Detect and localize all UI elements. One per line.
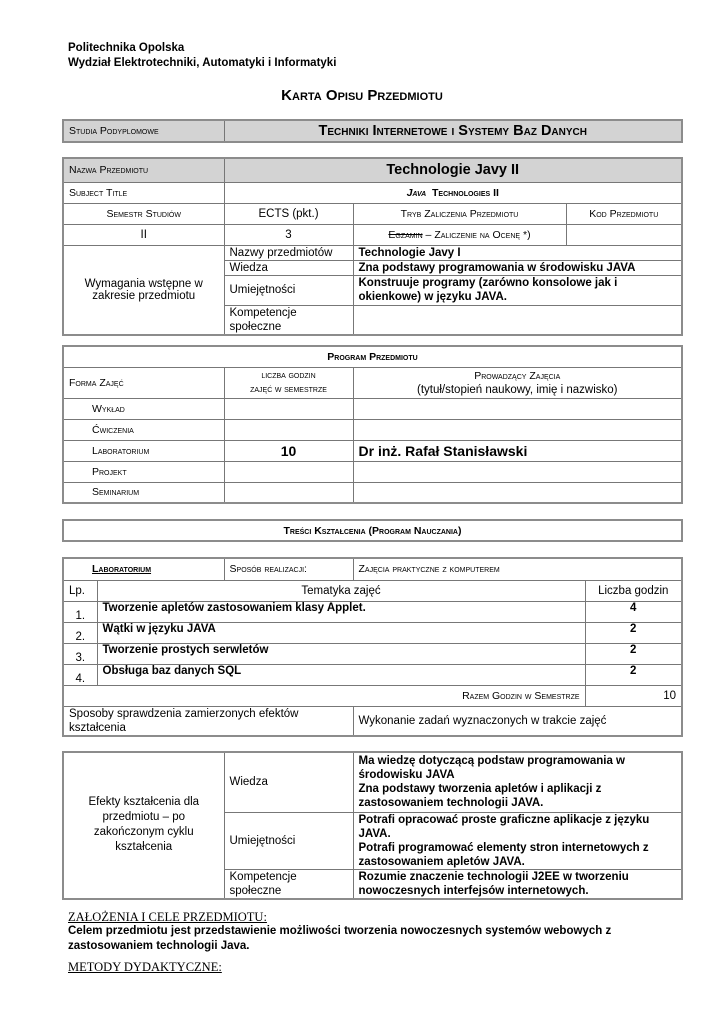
program-hours-project [224,461,353,482]
lab-total-value: 10 [585,685,682,706]
program-teacher-lecture [353,398,682,419]
program-form-project: Projekt [63,461,224,482]
subject-table [62,157,683,336]
req-value-skills: Konstruuje programy (zarówno konsolowe jak i okienkowe) w języku JAVA. [353,275,682,305]
lab-verify-label: Sposoby sprawdzenia zamierzonych efektów kształcenia [63,706,353,736]
outcome-label-knowledge: Wiedza [224,752,353,812]
contents-title: Treści Kształcenia (Program Nauczania) [63,520,682,541]
outcome-value-competences: Rozumie znaczenie technologii J2EE w tworzeniu nowoczesnych interfejsów internetowych. [353,869,682,899]
lab-col-topic: Tematyka zajęć [97,580,585,601]
subject-title-label: Subject Title [63,182,224,203]
program-col-form: Forma Zajęć [63,367,224,398]
lab-row-topic: Obsługa baz danych SQL [97,664,585,685]
lab-row-lp: 2. [63,622,97,643]
goals-heading: ZAŁOŻENIA I CELE PRZEDMIOTU: [68,910,267,924]
lab-row-lp: 4. [63,664,97,685]
program-col-hours: liczba godzin zajęć w semestrze [224,367,353,398]
program-form-seminar: Seminarium [63,482,224,503]
program-hours-lecture [224,398,353,419]
lab-row-topic: Wątki w języku JAVA [97,622,585,643]
program-form-lecture: Wykład [63,398,224,419]
lab-col-hours: Liczba godzin [585,580,682,601]
outcome-value-skills: Potrafi opracować proste graficzne aplikacje z języku JAVA. Potrafi programować elementy stron internetowych z zastosowaniem apletów JAVA. [353,812,682,869]
outcomes-table [62,751,683,900]
faculty-name: Wydział Elektrotechniki, Automatyki i Informatyki [68,57,337,69]
contents-title-table [62,519,683,542]
ects-label: ECTS (pkt.) [224,203,353,224]
req-label-courses: Nazwy przedmiotów [224,245,353,260]
goals-text: Celem przedmiotu jest przedstawienie możliwości tworzenia nowoczesnych systemów webowych z zastosowaniem technologii Java. [68,925,612,952]
semester-value: II [63,224,224,245]
code-label: Kod Przedmiotu [566,203,682,224]
mode-value: Egzamin – Zaliczenie na Ocenę *) [353,224,566,245]
lab-method-value: Zajęcia praktyczne z komputerem [353,558,682,580]
lab-col-lp: Lp. [63,580,97,601]
university-name: Politechnika Opolska [68,42,185,54]
subject-name-value: Technologie Javy II [224,158,682,182]
req-label-knowledge: Wiedza [224,260,353,275]
document-title: Karta Opisu Przedmiotu [281,87,443,104]
lab-row-hours: 2 [585,622,682,643]
lab-row-topic: Tworzenie prostych serwletów [97,643,585,664]
requirements-label: Wymagania wstępne w zakresie przedmiotu [63,245,224,335]
req-label-competences: Kompetencje społeczne [224,305,353,335]
studies-table [62,119,683,143]
program-col-teacher: Prowadzący Zajęcia (tytuł/stopień naukowy, imię i nazwisko) [353,367,682,398]
code-value [566,224,682,245]
program-teacher-exercises [353,419,682,440]
program-hours-seminar [224,482,353,503]
lab-row-lp: 1. [63,601,97,622]
program-form-lab: Laboratorium [63,440,224,461]
lab-verify-value: Wykonanie zadań wyznaczonych w trakcie zajęć [353,706,682,736]
outcome-value-knowledge: Ma wiedzę dotyczącą podstaw programowania w środowisku JAVA Zna podstawy tworzenia apletów i aplikacji z zastosowaniem technologii JAVA. [353,752,682,812]
lab-row-lp: 3. [63,643,97,664]
program-teacher-seminar [353,482,682,503]
program-table [62,345,683,504]
req-value-courses: Technologie Javy I [353,245,682,260]
lab-method-label: Sposób realizacji: [224,558,353,580]
studies-value: Techniki Internetowe i Systemy Baz Danych [224,120,682,142]
program-title: Program Przedmiotu [63,346,682,367]
req-label-skills: Umiejętności [224,275,353,305]
outcomes-label: Efekty kształcenia dla przedmiotu – po zakończonym cyklu kształcenia [63,752,224,899]
outcome-label-skills: Umiejętności [224,812,353,869]
lab-row-hours: 2 [585,664,682,685]
program-teacher-project [353,461,682,482]
program-form-exercises: Ćwiczenia [63,419,224,440]
lab-row-hours: 4 [585,601,682,622]
program-hours-lab: 10 [224,440,353,461]
lab-row-hours: 2 [585,643,682,664]
req-value-competences [353,305,682,335]
req-value-knowledge: Zna podstawy programowania w środowisku JAVA [353,260,682,275]
studies-label: Studia Podyplomowe [63,120,224,142]
subject-title-value: Java Technologies II [224,182,682,203]
program-hours-exercises [224,419,353,440]
lab-table [62,557,683,737]
semester-label: Semestr Studiów [63,203,224,224]
mode-label: Tryb Zaliczenia Przedmiotu [353,203,566,224]
lab-row-topic: Tworzenie apletów zastosowaniem klasy Applet. [97,601,585,622]
program-teacher-lab: Dr inż. Rafał Stanisławski [353,440,682,461]
subject-name-label: Nazwa Przedmiotu [63,158,224,182]
lab-type: Laboratorium [63,558,224,580]
methods-heading: METODY DYDAKTYCZNE: [68,960,222,974]
outcome-label-competences: Kompetencje społeczne [224,869,353,899]
ects-value: 3 [224,224,353,245]
lab-total-label: Razem Godzin w Semestrze [63,685,585,706]
